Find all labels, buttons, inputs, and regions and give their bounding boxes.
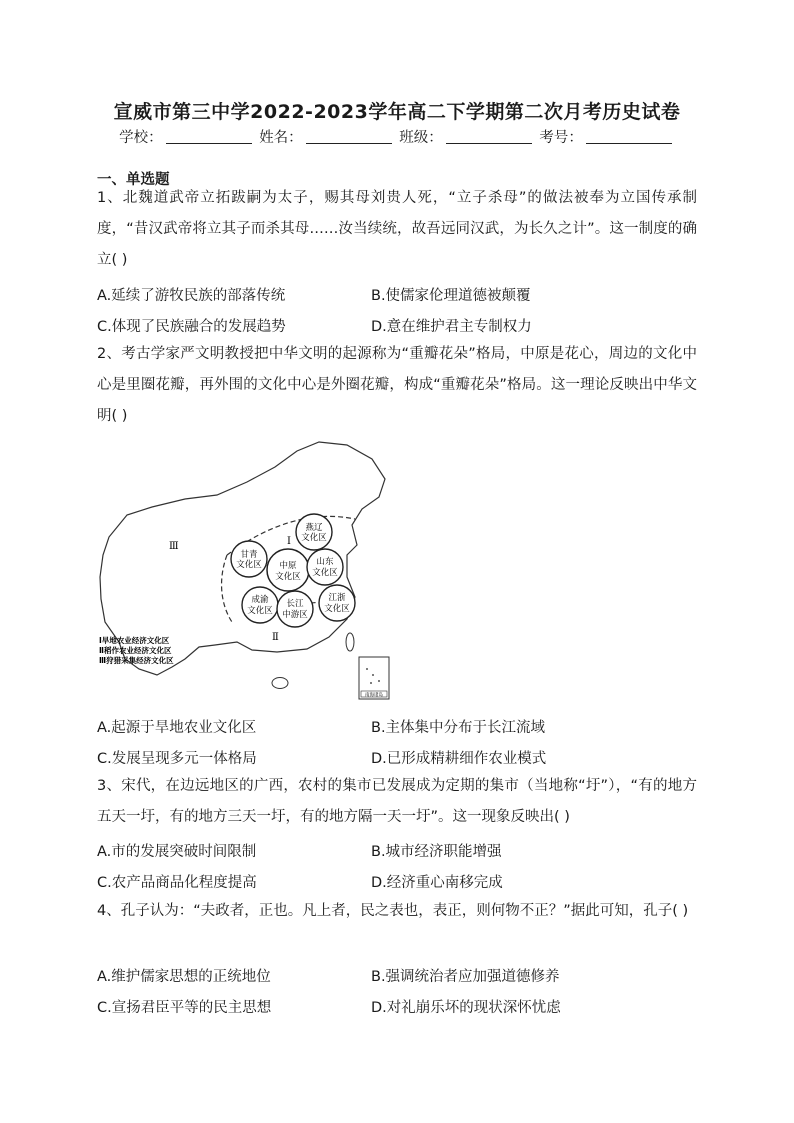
ganqing-label-1: 甘青 — [240, 550, 258, 560]
shandong-circle — [307, 549, 343, 585]
jiangzhe-circle — [319, 585, 355, 621]
question-4-option-c[interactable]: C.宣扬君臣平等的民主思想 — [97, 1000, 272, 1016]
legend-item-1: Ⅰ旱地农业经济文化区 — [99, 636, 170, 645]
name-label: 姓名： — [259, 130, 303, 146]
exam-title: 宣威市第三中学2022-2023学年高二下学期第二次月考历史试卷 — [113, 101, 681, 123]
question-1-stem: 1、北魏道武帝立拓跋嗣为太子，赐其母刘贵人死，“立子杀母”的做法被奉为立国传承制度，“昔汉武帝将立其子而杀其母……汝当续统，故吾远同汉武，为长久之计”。这一制度的确立( ) — [97, 190, 697, 268]
question-1-option-a[interactable]: A.延续了游牧民族的部落传统 — [97, 288, 286, 304]
zhongyuan-label-2: 文化区 — [275, 572, 301, 582]
question-1-option-b[interactable]: B.使儒家伦理道德被颠覆 — [371, 288, 531, 304]
question-3-option-b[interactable]: B.城市经济职能增强 — [371, 844, 502, 860]
question-3-option-d[interactable]: D.经济重心南移完成 — [371, 875, 503, 891]
ganqing-label-2: 文化区 — [236, 560, 262, 570]
region-1-label: Ⅰ — [287, 536, 291, 547]
legend-item-2: Ⅱ稻作农业经济文化区 — [99, 646, 172, 655]
chengyu-label-1: 成渝 — [251, 595, 269, 605]
class-blank[interactable] — [446, 129, 532, 144]
exam-number-label: 考号： — [539, 130, 583, 146]
school-label: 学校： — [119, 130, 163, 146]
question-1-option-c[interactable]: C.体现了民族融合的发展趋势 — [97, 319, 286, 335]
chengyu-label-2: 文化区 — [247, 606, 273, 616]
changjiang-label-2: 中游区 — [282, 610, 308, 620]
question-2-option-d[interactable]: D.已形成精耕细作农业模式 — [371, 751, 547, 767]
jiangzhe-label-1: 江浙 — [328, 593, 346, 603]
question-4-option-a[interactable]: A.维护儒家思想的正统地位 — [97, 969, 271, 985]
china-culture-map — [97, 437, 397, 702]
question-2-option-b[interactable]: B.主体集中分布于长江流域 — [371, 720, 546, 736]
legend-item-3: Ⅲ狩猎采集经济文化区 — [99, 656, 174, 665]
question-3-stem: 3、宋代，在边远地区的广西，农村的集市已发展成为定期的集市（当地称“圩”），“有的地方五天一圩，有的地方三天一圩，有的地方隔一天一圩”。这一现象反映出( ) — [97, 778, 697, 825]
question-3-option-c[interactable]: C.农产品商品化程度提高 — [97, 875, 257, 891]
question-3-option-a[interactable]: A.市的发展突破时间限制 — [97, 844, 257, 860]
question-4-stem: 4、孔子认为：“夫政者，正也。凡上者，民之表也，表正，则何物不正？”据此可知，孔子( ) — [97, 903, 689, 919]
question-4-option-d[interactable]: D.对礼崩乐坏的现状深怀忧虑 — [371, 1000, 561, 1016]
section-heading: 一、单选题 — [97, 172, 170, 188]
shandong-label-2: 文化区 — [312, 568, 338, 578]
exam-number-blank[interactable] — [586, 129, 672, 144]
question-2-option-c[interactable]: C.发展呈现多元一体格局 — [97, 751, 257, 767]
yanliao-label-2: 文化区 — [301, 533, 327, 543]
jiangzhe-label-2: 文化区 — [324, 604, 350, 614]
student-info-line — [0, 126, 794, 147]
school-blank[interactable] — [166, 129, 252, 144]
question-2-option-a[interactable]: A.起源于旱地农业文化区 — [97, 720, 257, 736]
question-4-option-b[interactable]: B.强调统治者应加强道德修养 — [371, 969, 560, 985]
chengyu-circle — [242, 587, 278, 623]
question-1-option-d[interactable]: D.意在维护君主专制权力 — [371, 319, 532, 335]
zhongyuan-label-1: 中原 — [279, 561, 297, 571]
region-3-label: Ⅲ — [169, 541, 179, 552]
question-2-stem: 2、考古学家严文明教授把中华文明的起源称为“重瓣花朵”格局，中原是花心，周边的文化中心是里圈花瓣，再外围的文化中心是外圈花瓣，构成“重瓣花朵”格局。这一理论反映出中华文明( ) — [97, 346, 697, 424]
south-sea-label: 南海诸岛 — [365, 693, 383, 698]
class-label: 班级： — [399, 130, 443, 146]
region-2-label: Ⅱ — [272, 632, 279, 643]
changjiang-circle — [277, 591, 313, 627]
name-blank[interactable] — [306, 129, 392, 144]
shandong-label-1: 山东 — [316, 557, 334, 567]
yanliao-label-1: 燕辽 — [305, 523, 323, 533]
changjiang-label-1: 长江 — [286, 599, 304, 609]
